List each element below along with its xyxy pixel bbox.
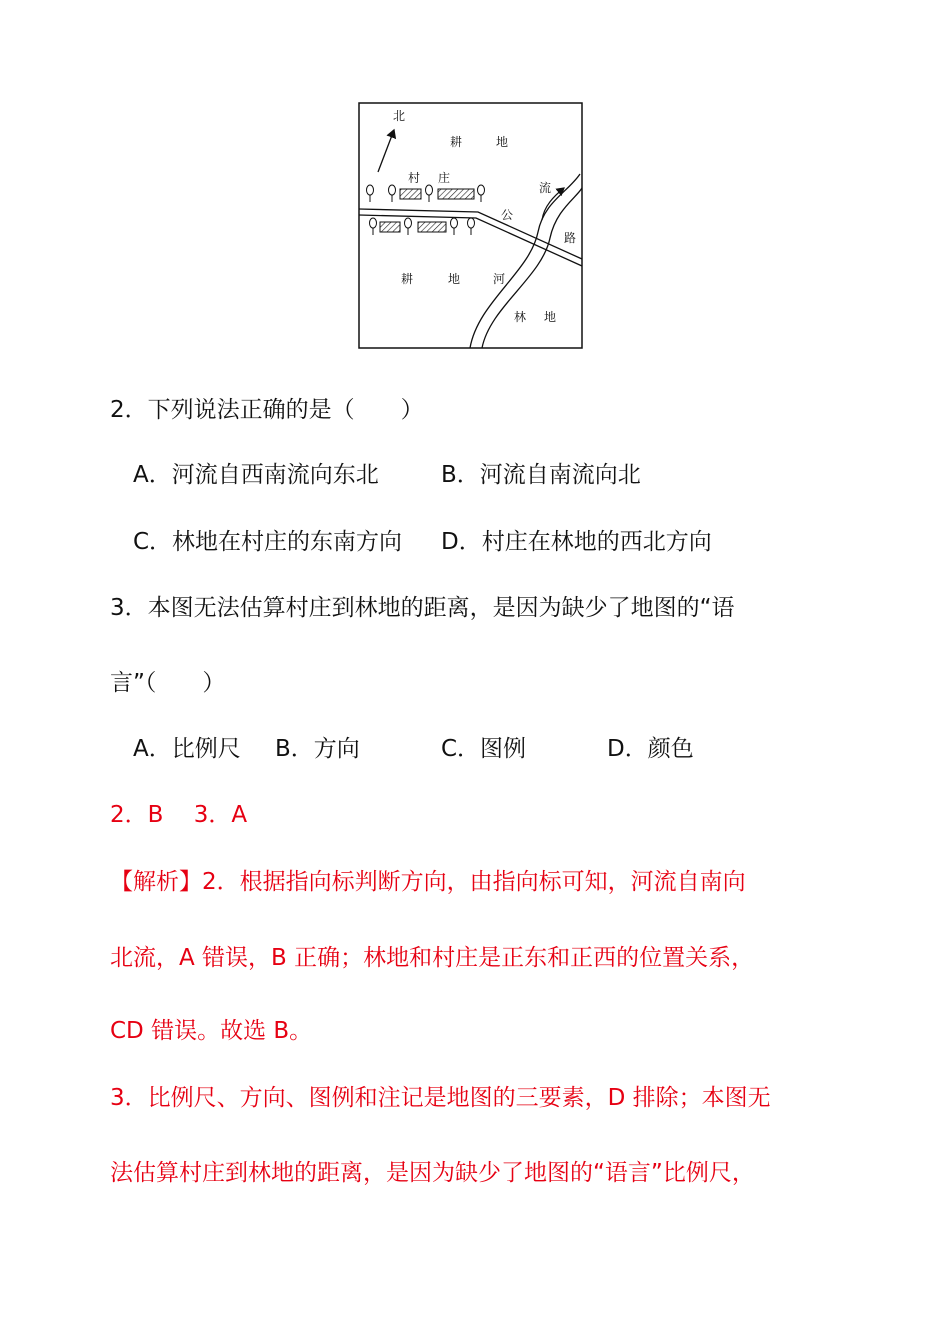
label-road-2: 路 (564, 231, 577, 245)
q3-option-b: B．方向 (275, 736, 360, 762)
q2-option-a: A．河流自西南流向东北 (133, 462, 379, 488)
label-forest-1: 林 (514, 310, 527, 324)
label-village-2: 庄 (438, 171, 451, 185)
analysis-line-4: 3．比例尺、方向、图例和注记是地图的三要素，D 排除；本图无 (110, 1085, 771, 1111)
analysis-line-5: 法估算村庄到林地的距离，是因为缺少了地图的“语言”比例尺， (110, 1160, 755, 1186)
label-road-1: 公 (501, 208, 514, 222)
building-icon (400, 189, 421, 199)
analysis-line-1: 【解析】2．根据指向标判断方向，由指向标可知，河流自南向 (110, 869, 746, 895)
answer-line: 2．B 3．A (110, 802, 248, 828)
map-figure (358, 102, 583, 349)
analysis-line-3: CD 错误。故选 B。 (110, 1018, 313, 1044)
label-farmland-bottom-2: 地 (448, 272, 461, 286)
north-label: 北 (393, 109, 406, 123)
map-svg (358, 102, 583, 349)
q3-stem-line2: 言”（ ） (110, 670, 226, 696)
label-river-flow: 流 (539, 181, 552, 195)
q2-stem: 2．下列说法正确的是（ ） (110, 397, 424, 423)
q3-option-a: A．比例尺 (133, 736, 241, 762)
q2-option-c: C．林地在村庄的东南方向 (133, 529, 403, 555)
label-village-1: 村 (408, 171, 421, 185)
building-icon (380, 222, 400, 232)
label-farmland-top-1: 耕 (450, 135, 463, 149)
building-icon (418, 222, 446, 232)
q3-option-c: C．图例 (441, 736, 527, 762)
label-farmland-bottom-1: 耕 (401, 272, 414, 286)
q2-option-d: D．村庄在林地的西北方向 (441, 529, 712, 555)
label-river: 河 (493, 272, 506, 286)
q2-option-b: B．河流自南流向北 (441, 462, 641, 488)
label-farmland-top-2: 地 (496, 135, 509, 149)
q3-option-d: D．颜色 (607, 736, 694, 762)
label-forest-2: 地 (544, 310, 557, 324)
q3-stem-line1: 3．本图无法估算村庄到林地的距离，是因为缺少了地图的“语 (110, 595, 735, 621)
building-icon (438, 189, 474, 199)
analysis-line-2: 北流，A 错误，B 正确；林地和村庄是正东和正西的位置关系， (110, 945, 755, 971)
